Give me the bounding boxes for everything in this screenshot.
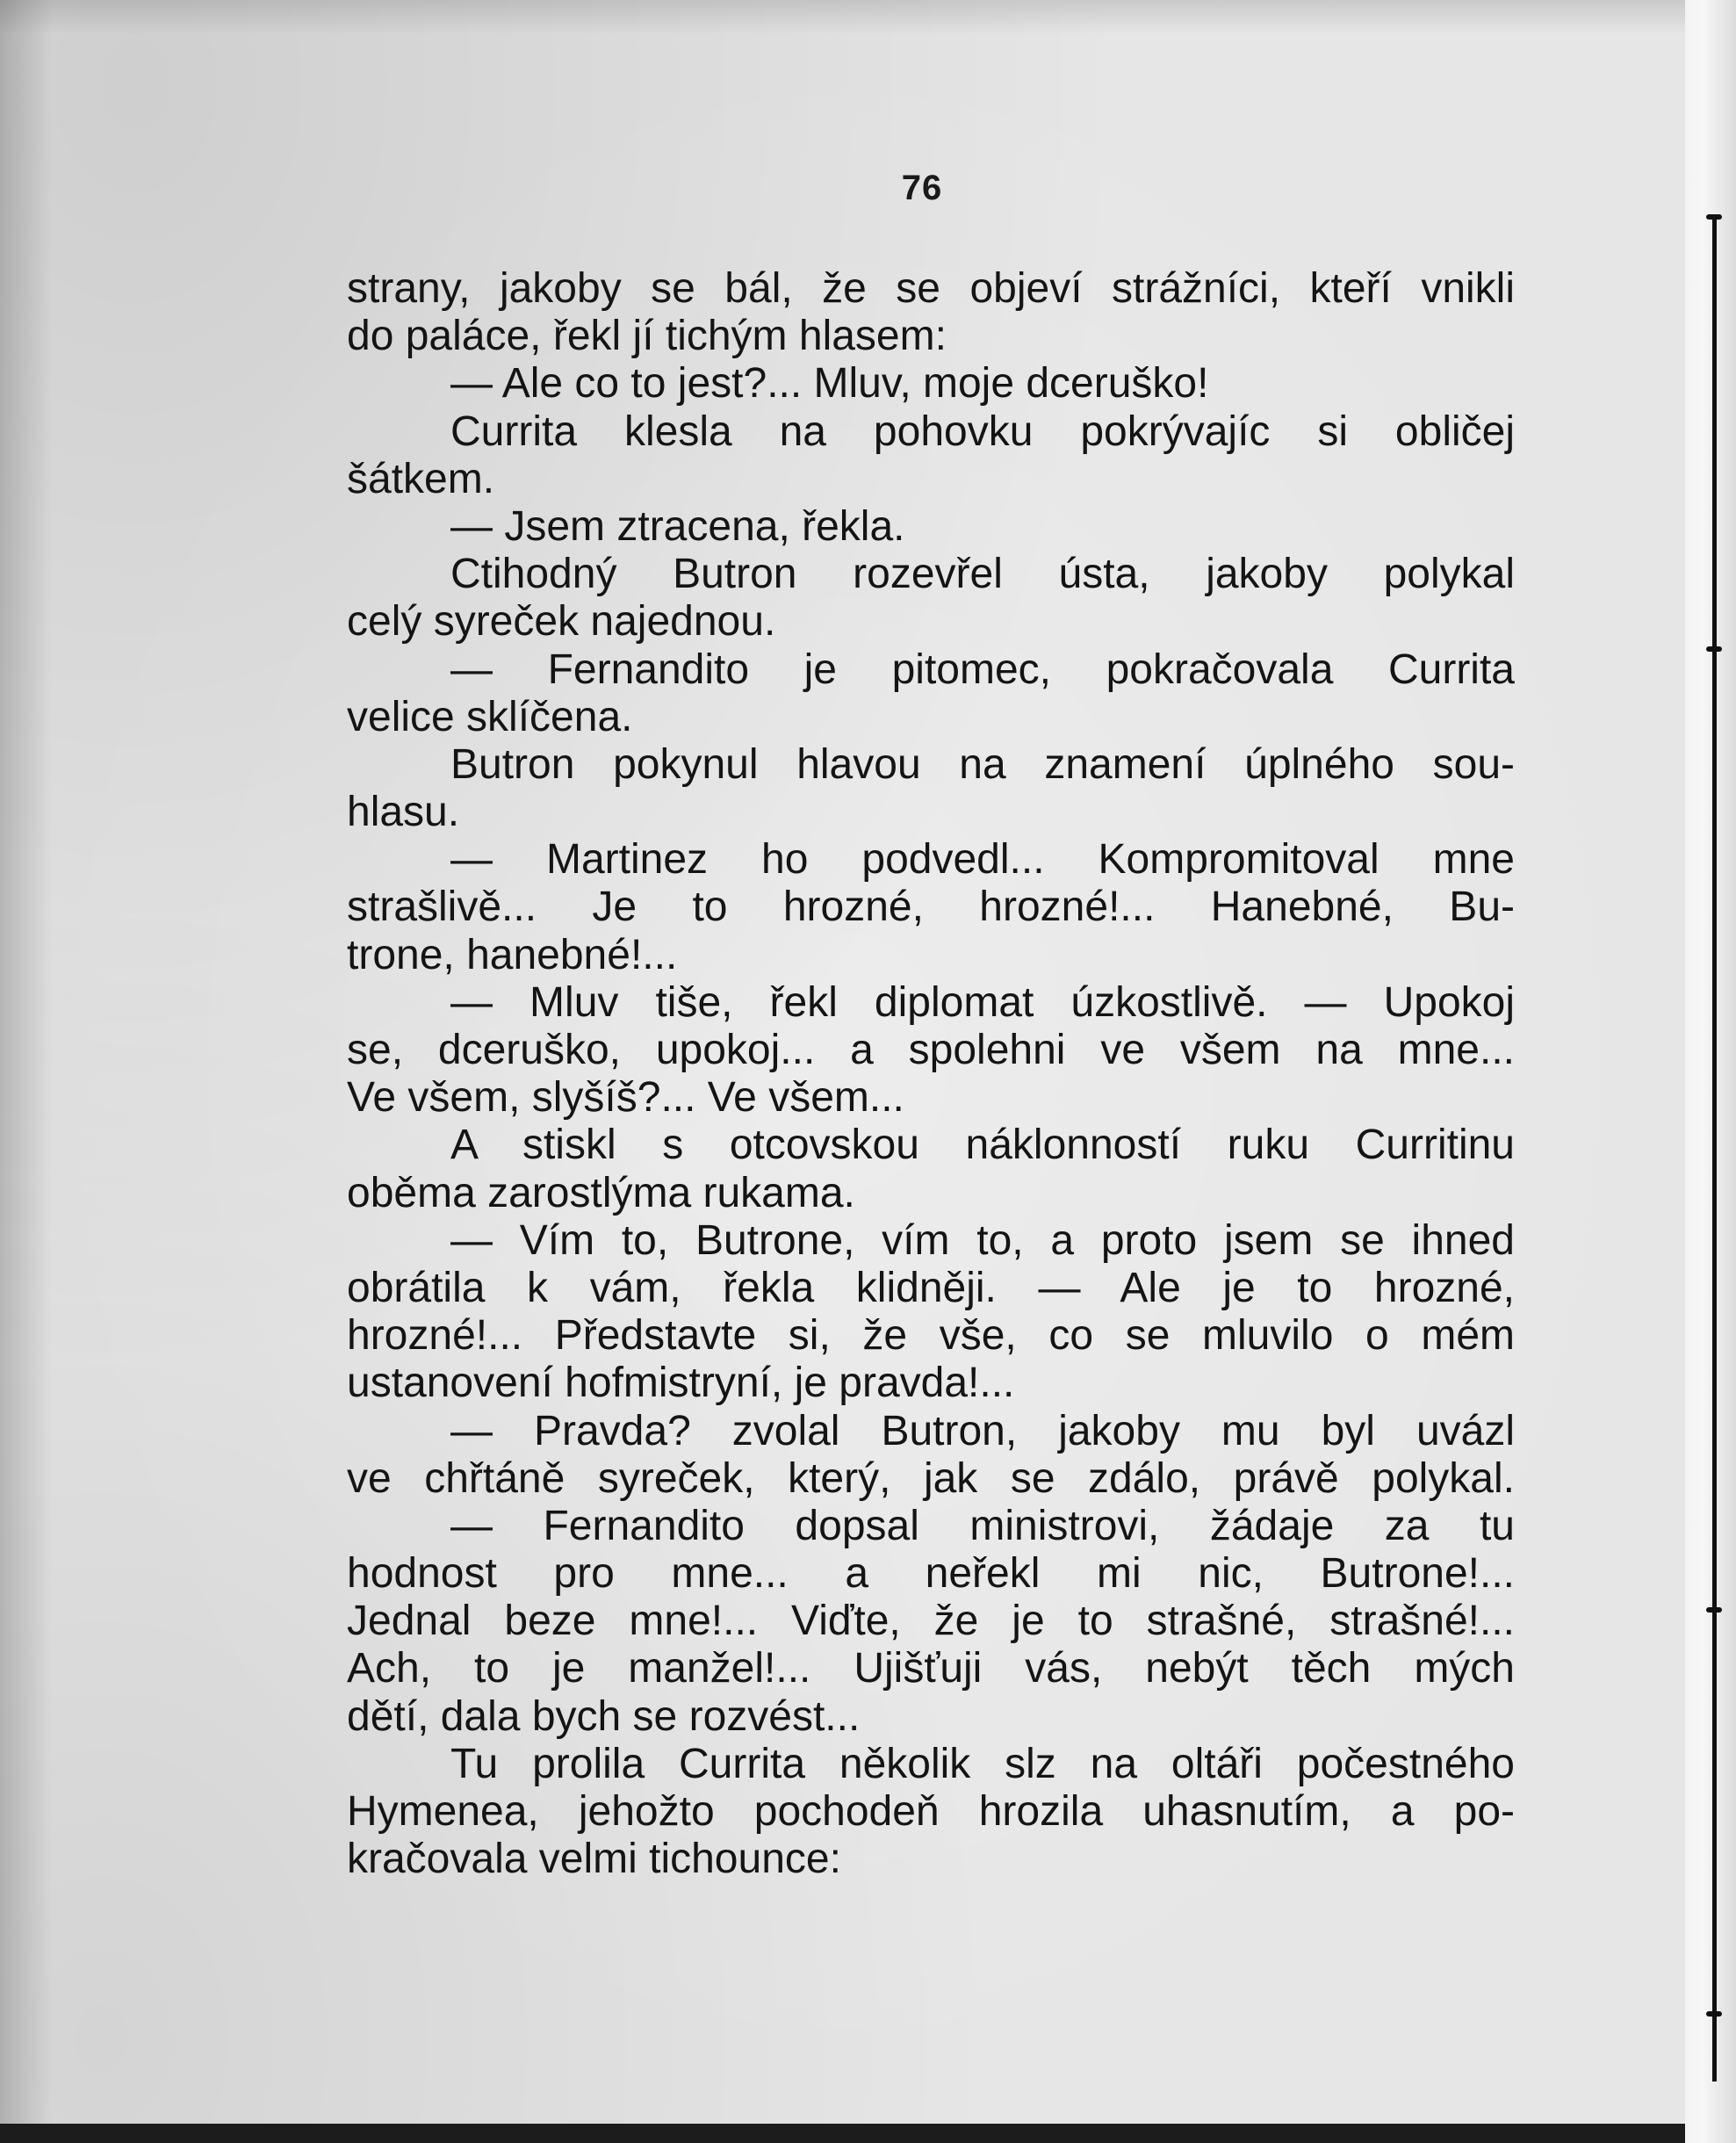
text-line: velice sklíčena. [347,693,633,740]
text-line: obrátila k vám, řekla klidněji. — Ale je to hrozné, [347,1264,1515,1311]
binding-rule-tick [1706,2011,1722,2017]
text-line: — Vím to, Butrone, vím to, a proto jsem se ihned [450,1216,1515,1264]
text-line: strašlivě... Je to hrozné, hrozné!... Hanebné, Bu- [347,884,1515,931]
text-line: Currita klesla na pohovku pokrývajíc si obličej [450,408,1515,455]
text-line: ustanovení hofmistryní, je pravda!... [347,1360,1015,1407]
text-line: — Ale co to jest?... Mluv, moje dceruško! [450,360,1209,408]
text-line: Jednal beze mne!... Viďte, že je to strašné, strašné!... [347,1598,1515,1645]
text-line: oběma zarostlýma rukama. [347,1169,855,1216]
text-line: ve chřtáně syreček, který, jak se zdálo, právě polykal. [347,1454,1515,1502]
text-line: — Mluv tiše, řekl diplomat úzkostlivě. — Upokoj [450,978,1515,1026]
left-page-shadow [0,0,53,2124]
text-line: A stiskl s otcovskou náklonností ruku Curritinu [450,1122,1515,1169]
text-line: celý syreček najednou. [347,598,776,646]
text-line: — Martinez ho podvedl... Kompromitoval mne [450,836,1515,884]
text-line: — Jsem ztracena, řekla. [450,502,905,550]
binding-rule-tick [1706,214,1722,220]
text-line: — Fernandito dopsal ministrovi, žádaje za tu [450,1502,1515,1549]
top-page-shadow [0,0,1690,35]
binding-rule-tick [1706,646,1722,652]
text-line: Ctihodný Butron rozevřel ústa, jakoby polykal [450,551,1515,598]
text-line: se, dceruško, upokoj... a spolehni ve všem na mne... [347,1027,1515,1073]
body-text [347,265,1515,1883]
text-line: strany, jakoby se bál, že se objeví strážníci, kteří vnikli [347,265,1515,312]
text-line: Ve všem, slyšíš?... Ve všem... [347,1074,904,1122]
text-line: hlasu. [347,789,460,836]
text-line: — Fernandito je pitomec, pokračovala Currita [450,646,1515,693]
binding-rule-tick [1706,1607,1722,1613]
text-line: kračovala velmi tichounce: [347,1836,841,1883]
text-line: Ach, to je manžel!... Ujišťuji vás, nebýt těch mých [347,1645,1515,1692]
binding-rule [1712,220,1717,2082]
text-line: do paláce, řekl jí tichým hlasem: [347,313,947,360]
page-number: 76 [901,169,943,207]
text-line: Hymenea, jehožto pochodeň hrozila uhasnutím, a po- [347,1788,1515,1835]
text-line: hrozné!... Představte si, že vše, co se mluvilo o mém [347,1312,1515,1360]
page-fore-edge [1685,0,1736,2143]
text-line: dětí, dala bych se rozvést... [347,1692,861,1740]
text-line: hodnost pro mne... a neřekl mi nic, Butrone!... [347,1550,1515,1598]
text-line: šátkem. [347,455,495,502]
text-line: Butron pokynul hlavou na znamení úplného sou- [450,740,1515,788]
text-line: — Pravda? zvolal Butron, jakoby mu byl uvázl [450,1407,1515,1454]
text-line: Tu prolila Currita několik slz na oltáři počestného [450,1740,1515,1787]
text-line: trone, hanebné!... [347,931,678,978]
